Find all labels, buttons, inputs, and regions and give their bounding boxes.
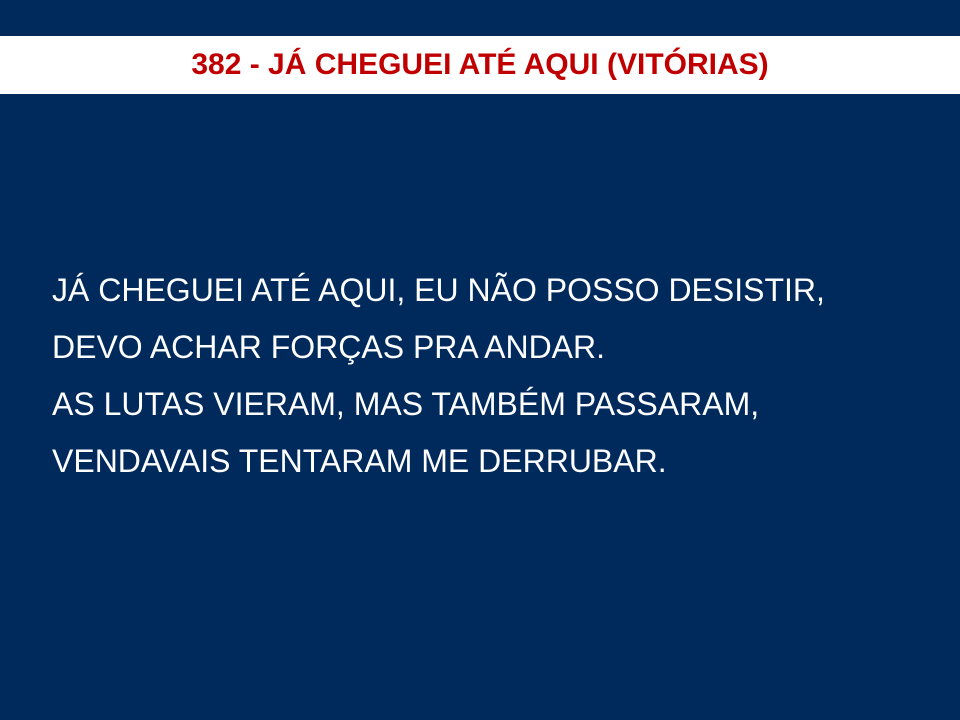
lyric-line-2: DEVO ACHAR FORÇAS PRA ANDAR.	[52, 329, 606, 365]
lyrics-block	[52, 262, 952, 490]
lyric-line-4: VENDAVAIS TENTARAM ME DERRUBAR.	[52, 443, 667, 479]
lyric-line-3: AS LUTAS VIERAM, MAS TAMBÉM PASSARAM,	[52, 386, 760, 422]
song-title: 382 - JÁ CHEGUEI ATÉ AQUI (VITÓRIAS)	[191, 48, 769, 81]
title-bar	[0, 36, 960, 94]
lyric-line-1: JÁ CHEGUEI ATÉ AQUI, EU NÃO POSSO DESISTIR,	[52, 272, 825, 308]
